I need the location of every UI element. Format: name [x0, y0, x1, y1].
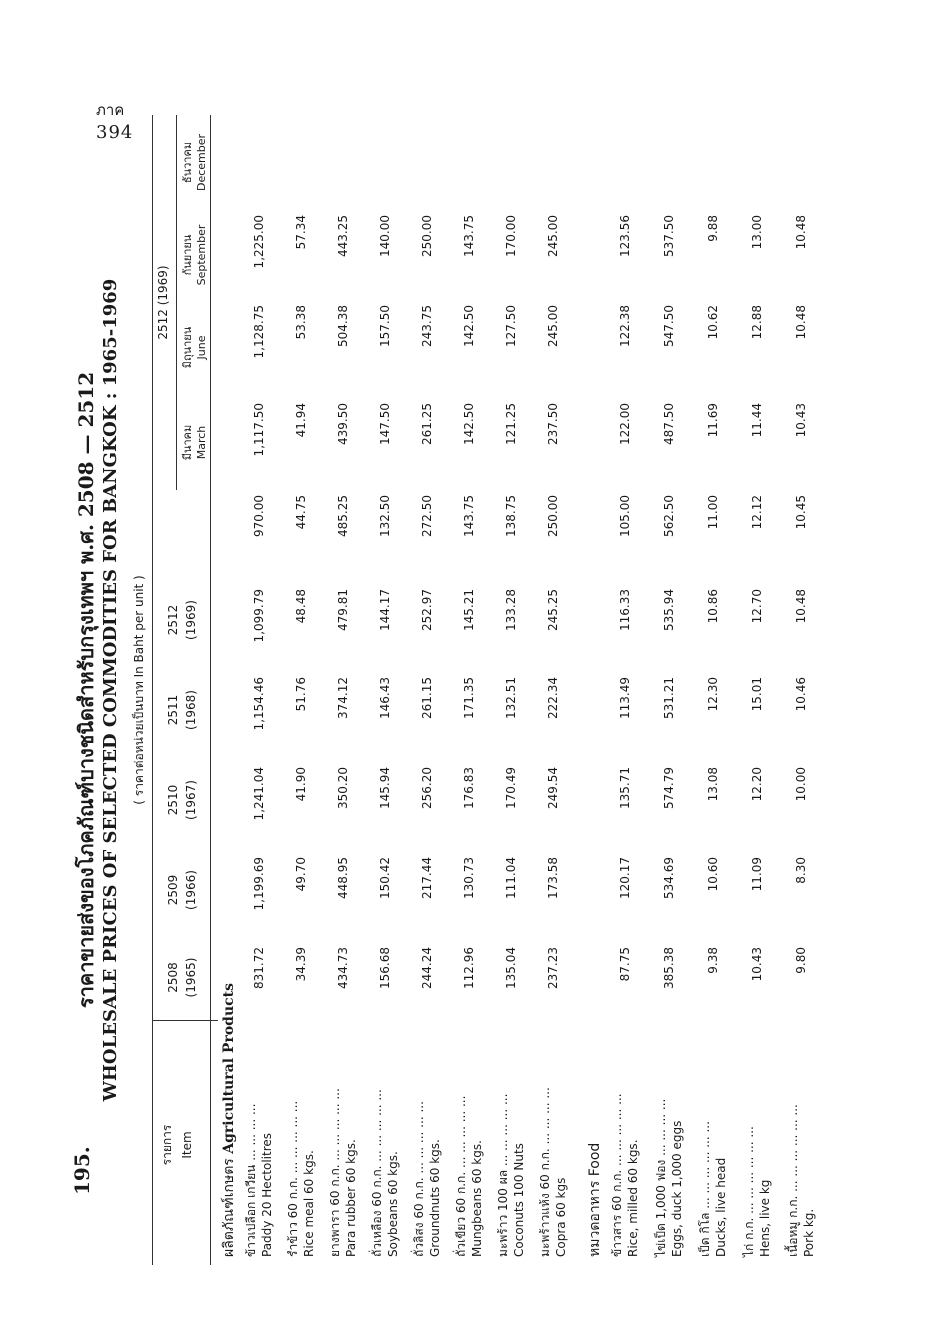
- header-year-be: 2508: [166, 962, 180, 993]
- price-cell: 237.23: [546, 947, 560, 989]
- price-cell: 535.94: [662, 589, 676, 631]
- row-item-thai: เนื้อหมู ก.ก. ... ... ... ... ... ...: [786, 1104, 800, 1257]
- price-cell: 531.21: [662, 677, 676, 719]
- price-cell: 140.00: [378, 215, 392, 257]
- header-month-english: December: [195, 133, 208, 192]
- row-item-thai: ไข่เป็ด 1,000 ฟอง ... ... ... ...: [654, 1098, 668, 1257]
- price-cell: 1,099.79: [252, 589, 266, 643]
- price-cell: 574.79: [662, 767, 676, 809]
- price-cell: 374.12: [336, 677, 350, 719]
- price-cell: 156.68: [378, 947, 392, 989]
- price-cell: 10.00: [794, 767, 808, 802]
- header-year-ce: (1966): [184, 870, 198, 910]
- price-cell: 443.25: [336, 215, 350, 257]
- price-cell: 1,128.75: [252, 305, 266, 359]
- table-row: [694, 115, 736, 1265]
- table-row: [606, 115, 648, 1265]
- price-cell: 534.69: [662, 857, 676, 899]
- header-month-thai: ธันวาคม: [181, 141, 194, 184]
- price-cell: 122.38: [618, 305, 632, 347]
- price-cell: 145.94: [378, 767, 392, 809]
- price-cell: 272.50: [420, 495, 434, 537]
- price-cell: 111.04: [504, 857, 518, 899]
- price-cell: 49.70: [294, 857, 308, 892]
- price-cell: 448.95: [336, 857, 350, 899]
- header-bottom-rule: [210, 115, 211, 1265]
- header-year-ce: (1969): [184, 600, 198, 640]
- price-cell: 10.86: [706, 589, 720, 624]
- row-item-thai: ข้าวสาร 60 ก.ก. ... ... ... ... ...: [610, 1093, 624, 1257]
- header-group-1969: 2512 (1969): [156, 265, 170, 340]
- unit-note: ( ราคาต่อหน่วยเป็นบาท In Baht per unit ): [132, 575, 146, 805]
- header-year-ce: (1965): [184, 957, 198, 998]
- price-cell: 485.25: [336, 495, 350, 537]
- price-cell: 135.71: [618, 767, 632, 809]
- rotated-table-page: [68, 115, 858, 1265]
- price-cell: 1,117.50: [252, 403, 266, 457]
- row-item-thai: ไก่ ก.ก. ... ... ... ... ... ...: [742, 1126, 756, 1257]
- row-item-english: Groundnuts 60 kgs.: [428, 1139, 442, 1257]
- page-number: 394: [96, 122, 134, 143]
- price-cell: 132.51: [504, 677, 518, 719]
- price-cell: 10.43: [794, 403, 808, 438]
- price-cell: 133.28: [504, 589, 518, 631]
- price-cell: 217.44: [420, 857, 434, 899]
- row-item-thai: ถั่วลิสง 60 ก.ก. ... ... ... ... ...: [412, 1101, 426, 1257]
- price-cell: 245.00: [546, 215, 560, 257]
- price-cell: 256.20: [420, 767, 434, 809]
- price-cell: 121.25: [504, 403, 518, 445]
- header-year-be: 2511: [166, 694, 180, 726]
- price-cell: 48.48: [294, 589, 308, 624]
- price-cell: 487.50: [662, 403, 676, 445]
- row-item-english: Rice, milled 60 kgs.: [626, 1139, 640, 1257]
- header-month-english: September: [195, 224, 208, 286]
- table-row: [282, 115, 324, 1265]
- table-row: [408, 115, 450, 1265]
- row-item-english: Soybeans 60 kgs.: [386, 1151, 400, 1257]
- price-cell: 146.43: [378, 677, 392, 719]
- price-cell: 13.08: [706, 767, 720, 802]
- table-row: [366, 115, 408, 1265]
- row-item-thai: มะพร้าวแห้ง 60 ก.ก. ... ... ... ...: [538, 1087, 552, 1257]
- price-cell: 57.34: [294, 215, 308, 250]
- price-cell: 261.25: [420, 403, 434, 445]
- row-item-english: Copra 60 kgs: [554, 1177, 568, 1257]
- price-cell: 10.45: [794, 495, 808, 530]
- price-cell: 10.46: [794, 677, 808, 712]
- row-item-english: Paddy 20 Hectolitres: [260, 1132, 274, 1257]
- row-item-thai: มะพร้าว 100 ผล ... ... ... ... ...: [496, 1093, 510, 1257]
- row-item-thai: ยางพารา 60 ก.ก. ... ... ... ... ...: [328, 1088, 342, 1257]
- table-row: [650, 115, 692, 1265]
- row-item-thai: ถั่วเหลือง 60 ก.ก. ... ... ... ... ...: [370, 1089, 384, 1257]
- header-year-ce: (1968): [184, 690, 198, 730]
- row-item-thai: ถั่วเขียว 60 ก.ก. ... ... ... ... ...: [454, 1095, 468, 1257]
- price-cell: 15.01: [750, 677, 764, 712]
- price-cell: 537.50: [662, 215, 676, 257]
- section-food: หมวดอาหาร Food: [587, 1142, 603, 1257]
- price-cell: 252.97: [420, 589, 434, 631]
- price-cell: 970.00: [252, 495, 266, 537]
- price-cell: 144.17: [378, 589, 392, 631]
- price-cell: 105.00: [618, 495, 632, 537]
- header-month-english: June: [195, 335, 208, 360]
- price-cell: 245.25: [546, 589, 560, 631]
- header-month-thai: มีนาคม: [181, 424, 194, 461]
- price-cell: 130.73: [462, 857, 476, 899]
- price-cell: 385.38: [662, 947, 676, 989]
- header-month-thai: กันยายน: [181, 234, 194, 276]
- price-cell: 9.80: [794, 947, 808, 974]
- price-cell: 11.09: [750, 857, 764, 892]
- title-english: WHOLESALE PRICES OF SELECTED COMMODITIES FOR BANGKOK : 1965-1969: [100, 278, 121, 1102]
- price-cell: 145.21: [462, 589, 476, 631]
- page-section-label: ภาค: [96, 101, 125, 119]
- price-cell: 147.50: [378, 403, 392, 445]
- row-item-thai: ข้าวเปลือก เกวียน ... ... ... ...: [244, 1103, 258, 1257]
- price-cell: 9.88: [706, 215, 720, 242]
- price-cell: 12.70: [750, 589, 764, 624]
- row-item-english: Rice meal 60 kgs.: [302, 1150, 316, 1257]
- price-cell: 150.42: [378, 857, 392, 899]
- row-item-thai: รำข้าว 60 ก.ก. ... ... ... ... ...: [286, 1100, 300, 1257]
- price-cell: 10.60: [706, 857, 720, 892]
- price-cell: 13.00: [750, 215, 764, 250]
- price-cell: 123.56: [618, 215, 632, 257]
- header-year-be: 2510: [166, 784, 180, 816]
- price-cell: 138.75: [504, 495, 518, 537]
- table-row: [534, 115, 576, 1265]
- price-cell: 479.81: [336, 589, 350, 631]
- price-cell: 243.75: [420, 305, 434, 347]
- price-cell: 170.49: [504, 767, 518, 809]
- price-cell: 171.35: [462, 677, 476, 719]
- price-cell: 1,225.00: [252, 215, 266, 269]
- price-cell: 9.38: [706, 947, 720, 974]
- price-cell: 113.49: [618, 677, 632, 719]
- table-number: 195.: [70, 1146, 94, 1195]
- table-row: [738, 115, 780, 1265]
- header-month-english: March: [195, 425, 208, 460]
- price-cell: 8.30: [794, 857, 808, 884]
- title-thai: ราคาขายส่งของโภคภัณฑ์บางชนิดสำหรับกรุงเทพฯ พ.ศ. 2508 — 2512: [74, 371, 98, 1009]
- price-cell: 350.20: [336, 767, 350, 809]
- price-cell: 116.33: [618, 589, 632, 631]
- price-cell: 142.50: [462, 403, 476, 445]
- header-item-thai: รายการ: [160, 1124, 174, 1166]
- price-cell: 1,241.04: [252, 767, 266, 821]
- price-cell: 249.54: [546, 767, 560, 809]
- row-item-english: Eggs, duck 1,000 eggs: [670, 1120, 684, 1257]
- price-cell: 250.00: [420, 215, 434, 257]
- table-row: [492, 115, 534, 1265]
- price-cell: 120.17: [618, 857, 632, 899]
- item-column-rule: [152, 1020, 218, 1021]
- price-cell: 143.75: [462, 495, 476, 537]
- price-cell: 1,199.69: [252, 857, 266, 911]
- price-cell: 261.15: [420, 677, 434, 719]
- price-cell: 135.04: [504, 947, 518, 989]
- price-cell: 142.50: [462, 305, 476, 347]
- price-cell: 12.20: [750, 767, 764, 802]
- price-cell: 831.72: [252, 947, 266, 989]
- price-cell: 10.43: [750, 947, 764, 982]
- price-cell: 245.00: [546, 305, 560, 347]
- price-cell: 439.50: [336, 403, 350, 445]
- header-month-thai: มิถุนายน: [181, 326, 194, 369]
- price-cell: 132.50: [378, 495, 392, 537]
- price-cell: 41.90: [294, 767, 308, 802]
- header-item-english: Item: [180, 1131, 194, 1159]
- price-cell: 10.48: [794, 589, 808, 624]
- price-cell: 244.24: [420, 947, 434, 989]
- price-cell: 41.94: [294, 403, 308, 438]
- row-item-english: Para rubber 60 kgs.: [344, 1139, 358, 1257]
- price-cell: 222.34: [546, 677, 560, 719]
- price-cell: 127.50: [504, 305, 518, 347]
- price-cell: 12.12: [750, 495, 764, 530]
- price-cell: 10.48: [794, 305, 808, 340]
- table-row: [240, 115, 282, 1265]
- row-item-thai: เป็ด กิโล ... ... ... ... ... ...: [698, 1121, 712, 1257]
- row-item-english: Pork kg.: [802, 1208, 816, 1257]
- price-cell: 504.38: [336, 305, 350, 347]
- price-cell: 34.39: [294, 947, 308, 982]
- price-cell: 562.50: [662, 495, 676, 537]
- price-cell: 87.75: [618, 947, 632, 982]
- price-cell: 51.76: [294, 677, 308, 712]
- section-agricultural-products: ผลิตภัณฑ์เกษตร Agricultural Products: [221, 982, 237, 1257]
- price-cell: 12.88: [750, 305, 764, 340]
- price-cell: 53.38: [294, 305, 308, 340]
- price-cell: 547.50: [662, 305, 676, 347]
- price-cell: 157.50: [378, 305, 392, 347]
- price-cell: 170.00: [504, 215, 518, 257]
- price-cell: 10.48: [794, 215, 808, 250]
- price-cell: 176.83: [462, 767, 476, 809]
- row-item-english: Ducks, live head: [714, 1157, 728, 1257]
- group-1969-rule: [176, 115, 177, 490]
- table-row: [782, 115, 824, 1265]
- price-cell: 11.44: [750, 403, 764, 438]
- table-row: [450, 115, 492, 1265]
- header-top-rule: [152, 115, 153, 1265]
- header-year-be: 2512: [166, 604, 180, 636]
- price-cell: 434.73: [336, 947, 350, 989]
- price-cell: 44.75: [294, 495, 308, 530]
- price-cell: 11.69: [706, 403, 720, 438]
- price-cell: 122.00: [618, 403, 632, 445]
- price-cell: 112.96: [462, 947, 476, 989]
- price-cell: 12.30: [706, 677, 720, 712]
- price-cell: 173.58: [546, 857, 560, 899]
- header-year-be: 2509: [166, 874, 180, 906]
- table-row: [324, 115, 366, 1265]
- price-cell: 250.00: [546, 495, 560, 537]
- price-cell: 11.00: [706, 495, 720, 530]
- header-year-ce: (1967): [184, 780, 198, 820]
- price-cell: 143.75: [462, 215, 476, 257]
- price-cell: 237.50: [546, 403, 560, 445]
- row-item-english: Coconuts 100 Nuts: [512, 1143, 526, 1257]
- row-item-english: Hens, live kg: [758, 1179, 772, 1257]
- row-item-english: Mungbeans 60 kgs.: [470, 1140, 484, 1257]
- price-cell: 10.62: [706, 305, 720, 340]
- price-cell: 1,154.46: [252, 677, 266, 731]
